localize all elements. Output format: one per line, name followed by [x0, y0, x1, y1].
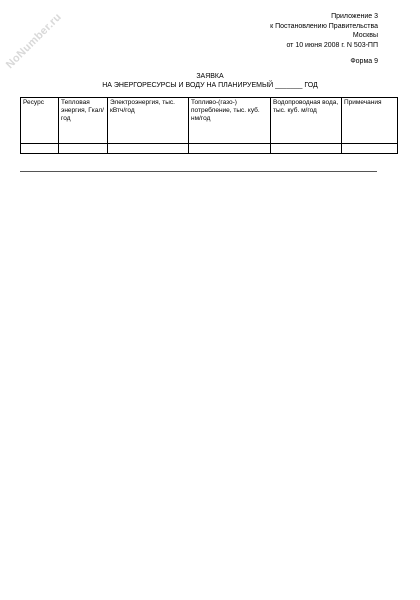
table-cell — [271, 144, 342, 154]
table-cell — [342, 144, 398, 154]
title-line-1: ЗАЯВКА — [196, 73, 224, 80]
header-line: от 10 июня 2008 г. N 503-ПП — [286, 41, 378, 49]
form-number: Форма 9 — [350, 58, 378, 65]
column-header-resource: Ресурс — [21, 98, 59, 144]
header-line: к Постановлению Правительства — [270, 22, 378, 30]
table-cell — [189, 144, 271, 154]
table-row — [21, 144, 398, 154]
column-header-water: Водопроводная вода, тыс. куб. м/год — [271, 98, 342, 144]
table-header-row — [21, 98, 398, 144]
watermark: NoNumber.ru — [3, 11, 64, 72]
column-header-fuel-gas: Топливо-(газо-) потребление, тыс. куб. нм/год — [189, 98, 271, 144]
column-header-notes: Примечания — [342, 98, 398, 144]
table-cell — [21, 144, 59, 154]
divider-line — [20, 171, 377, 172]
table-cell — [108, 144, 189, 154]
header-line: Москвы — [352, 32, 378, 39]
table-cell — [59, 144, 108, 154]
request-table — [20, 97, 398, 154]
document-title — [0, 72, 420, 90]
column-header-electricity: Электроэнергия, тыс. кВтч/год — [108, 98, 189, 144]
column-header-heat: Тепловая энергия, Гкал/год — [59, 98, 108, 144]
header-line: Приложение 3 — [331, 13, 378, 20]
approval-header — [178, 12, 378, 50]
title-line-2: НА ЭНЕРГОРЕСУРСЫ И ВОДУ НА ПЛАНИРУЕМЫЙ _______ ГОД — [102, 82, 318, 89]
